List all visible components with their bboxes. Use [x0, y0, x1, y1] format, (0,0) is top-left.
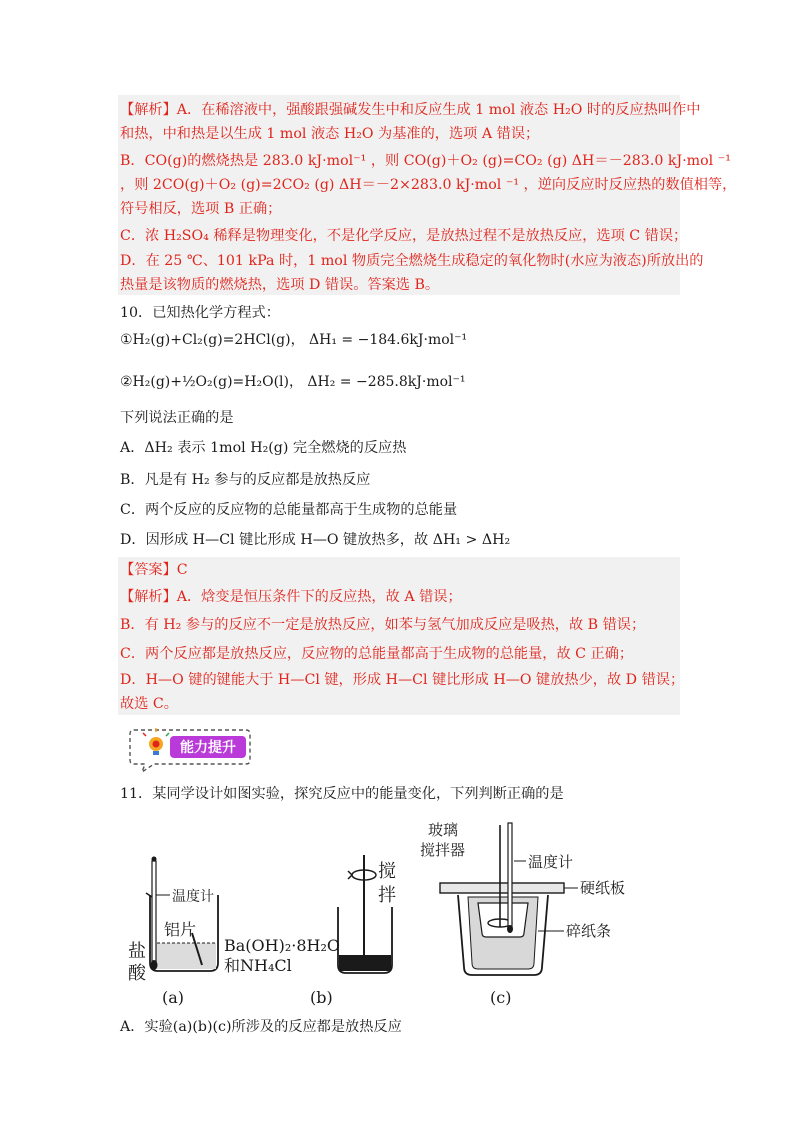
q10-option-d: D．因形成 H—Cl 键比形成 H—O 键放热多，故 ΔH₁ > ΔH₂ — [120, 532, 511, 548]
label-a-thermometer: 温度计 — [172, 889, 214, 905]
q10-equation-1: ①H₂(g)+Cl₂(g)=2HCl(g)， ΔH₁ = −184.6kJ·mol⁻¹ — [120, 332, 468, 348]
q10-option-c: C．两个反应的反应物的总能量都高于生成物的总能量 — [120, 502, 458, 518]
q10-analysis-line-4: D．H—O 键的键能大于 H—Cl 键，形成 H—Cl 键比形成 H—O 键放热少，故 D 错误； — [120, 672, 685, 688]
q10-equation-2: ②H₂(g)+½O₂(g)=H₂O(l)， ΔH₂ = −285.8kJ·mol⁻¹ — [120, 374, 466, 390]
analysis9-line-3: B．CO(g)的燃烧热是 283.0 kJ·mol⁻¹ ，则 CO(g)＋O₂ (g)=CO₂ (g) ΔH＝－283.0 kJ·mol ⁻¹ — [120, 153, 731, 169]
label-b-stir-2: 拌 — [378, 885, 396, 906]
analysis-box-q10 — [118, 557, 680, 715]
apparatus-c — [420, 821, 625, 1007]
analysis9-line-7: D．在 25 ℃、101 kPa 时，1 mol 物质完全燃烧生成稳定的氧化物时(水应为液态)所放出的 — [120, 253, 704, 269]
analysis9-line-4: ，则 2CO(g)＋O₂ (g)=2CO₂ (g) ΔH＝－2×283.0 kJ·mol ⁻¹ ，逆向反应时反应热的数值相等， — [120, 177, 737, 193]
apparatus-a — [128, 857, 218, 1008]
label-b-reagent-1: Ba(OH)₂·8H₂O — [224, 936, 341, 955]
analysis9-line-2: 和热，中和热是以生成 1 mol 液态 H₂O 为基准的，选项 A 错误； — [120, 126, 540, 142]
caption-c: (c) — [490, 988, 512, 1007]
q10-prompt: 下列说法正确的是 — [120, 410, 234, 426]
q10-stem: 10．已知热化学方程式： — [120, 305, 280, 321]
label-a-aluminum: 铝片 — [164, 920, 197, 939]
label-a-acid-2: 酸 — [128, 963, 146, 984]
label-b-reagent-2: 和NH₄Cl — [224, 956, 292, 975]
analysis9-line-5: 符号相反，选项 B 正确； — [120, 201, 282, 217]
q10-answer: 【答案】C — [120, 562, 188, 578]
label-c-thermometer: 温度计 — [528, 853, 574, 871]
q10-analysis-line-3: C．两个反应都是放热反应，反应物的总能量都高于生成物的总能量，故 C 正确； — [120, 646, 634, 662]
label-c-glass-1: 玻璃 — [428, 821, 459, 839]
label-c-paper: 碎纸条 — [566, 922, 612, 940]
q10-option-b: B．凡是有 H₂ 参与的反应都是放热反应 — [120, 472, 371, 488]
label-b-stir-1: 搅 — [378, 861, 396, 882]
label-a-acid-1: 盐 — [128, 941, 146, 962]
q10-analysis-line-5: 故选 C。 — [120, 696, 178, 712]
caption-b: (b) — [310, 988, 333, 1007]
apparatus-b — [224, 855, 396, 1007]
q10-analysis-line-1: 【解析】A．焓变是恒压条件下的反应热，故 A 错误； — [120, 589, 462, 605]
ability-improve-badge — [128, 726, 254, 774]
q11-stem: 11．某同学设计如图实验，探究反应中的能量变化，下列判断正确的是 — [120, 786, 564, 802]
label-c-board: 硬纸板 — [580, 879, 626, 897]
q10-analysis-line-2: B．有 H₂ 参与的反应不一定是放热反应，如苯与氢气加成反应是吸热，故 B 错误； — [120, 617, 646, 633]
analysis9-line-6: C．浓 H₂SO₄ 稀释是物理变化，不是化学反应，是放热过程不是放热反应，选项 C 错误； — [120, 228, 688, 244]
q10-option-a: A．ΔH₂ 表示 1mol H₂(g) 完全燃烧的反应热 — [120, 440, 407, 456]
badge-label: 能力提升 — [180, 740, 236, 756]
experiment-figure — [128, 815, 648, 1010]
q11-option-a: A．实验(a)(b)(c)所涉及的反应都是放热反应 — [120, 1019, 402, 1035]
analysis9-line-8: 热量是该物质的燃烧热，选项 D 错误。答案选 B。 — [120, 277, 440, 293]
label-c-glass-2: 搅拌器 — [420, 841, 466, 859]
caption-a: (a) — [162, 988, 185, 1007]
analysis9-line-1: 【解析】A．在稀溶液中，强酸跟强碱发生中和反应生成 1 mol 液态 H₂O 时的反应热叫作中 — [120, 102, 701, 118]
